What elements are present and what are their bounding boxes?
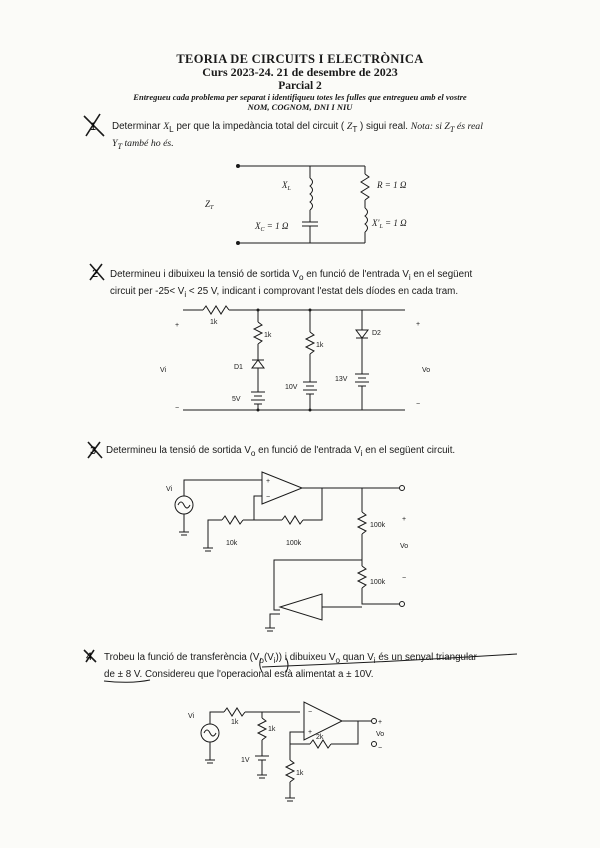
- handwritten-underline-2: [104, 680, 150, 682]
- resistor-1k-divider: [258, 718, 266, 740]
- resistor-10k: [222, 516, 243, 524]
- circuit-4: [188, 702, 384, 801]
- r1-label: 1k: [264, 332, 272, 339]
- vi-label-3: Vi: [166, 486, 173, 493]
- vi-label-4: Vi: [188, 713, 195, 720]
- instructions-line-1: Entregueu cada problema per separat i identifiqueu totes les fulles que entregueu amb el vostre: [133, 92, 467, 102]
- diode-d1: [252, 360, 264, 368]
- vo-label: Vo: [422, 367, 431, 374]
- problem-4-handwritten-cross: [84, 650, 96, 663]
- zt-label: $Z_T$: [205, 199, 214, 211]
- svg-text:3: 3: [90, 445, 97, 457]
- v10-label: 10V: [285, 384, 298, 391]
- problem-1-handwritten-cross: [84, 114, 104, 136]
- d2-label: D2: [372, 330, 381, 337]
- battery-1v: [255, 756, 269, 760]
- vo-label-3: Vo: [400, 543, 409, 550]
- inductor-xl: [310, 178, 313, 210]
- instructions-line-2: NOM, COGNOM, DNI I NIU: [247, 102, 353, 112]
- resistor-r: [361, 174, 369, 200]
- opamp1-minus: −: [266, 494, 271, 501]
- circuit-3: [166, 472, 408, 631]
- resistor-100k-bottom: [358, 566, 366, 588]
- opamp1-plus: +: [266, 478, 271, 485]
- resistor-1k-input: [224, 708, 245, 716]
- v5-label: 5V: [232, 396, 241, 403]
- vi-label: Vi: [160, 367, 167, 374]
- r10k-label: 10k: [226, 540, 238, 547]
- xc-label: $X_C = 1$ Ω: [255, 221, 289, 233]
- course-date: Curs 2023-24. 21 de desembre de 2023: [202, 65, 398, 79]
- circuit-1: [205, 164, 407, 245]
- v1-label: 1V: [241, 757, 250, 764]
- r2k-label: 2k: [316, 734, 324, 741]
- opamp-2: [280, 594, 322, 620]
- resistor-r2: [306, 332, 314, 354]
- xlp-label: $X'_L = 1$ Ω: [372, 218, 407, 230]
- r100k-bottom-label: 100k: [370, 579, 386, 586]
- v13-label: 13V: [335, 376, 348, 383]
- resistor-series-1k: [203, 306, 229, 314]
- resistor-100k-top: [358, 512, 366, 534]
- xl-label: $X_L$: [282, 180, 291, 192]
- problem-2-handwritten-cross: [90, 264, 104, 280]
- plus-label-3: +: [402, 516, 407, 523]
- problem-1-text: Determinar $X_L$ per que la impedància total del circuit ( $Z_T$ ) sigui real. Nota: si $Z_T$ és real $Y_T$ també ho és.: [112, 121, 483, 152]
- vo-label-4: Vo: [376, 731, 385, 738]
- handwritten-underline-1: [262, 654, 517, 667]
- diode-d2: [356, 330, 368, 338]
- resistor-1k-ground: [286, 760, 294, 782]
- minus-label-3: −: [402, 575, 407, 582]
- minus-in: −: [175, 405, 180, 412]
- capacitor-xc: [302, 210, 318, 243]
- battery-5v: [251, 392, 265, 404]
- plus-out: +: [416, 321, 421, 328]
- battery-13v: [355, 374, 369, 386]
- resistor-100k-fb: [282, 516, 303, 524]
- minus-label-4: −: [378, 745, 383, 752]
- resistor-2k: [310, 740, 331, 748]
- problem-2-text: Determineu i dibuixeu la tensió de sortida $V_o$ en funció de l'entrada $V_i$ en el següent circuit per $-25< V_i < 25$ V, indicant i comprovant l'estat dels díodes en cada tram.: [110, 269, 473, 300]
- r100k-label: 100k: [286, 540, 302, 547]
- r2-label: 1k: [316, 342, 324, 349]
- minus-out: −: [416, 401, 421, 408]
- r1k-c-label: 1k: [296, 770, 304, 777]
- exam-subtitle: Parcial 2: [278, 80, 322, 92]
- inductor-xlp: [365, 208, 368, 232]
- problem-4-text: Trobeu la funció de transferència $(V_o(V_i))$ i dibuixeu $V_o$ quan $V_i$ és un senyal triangular de ± 8 V. Considereu que l'operacional està alimentat a ± 10V.: [104, 652, 477, 681]
- exam-title: TEORIA DE CIRCUITS I ELECTRÒNICA: [176, 52, 424, 66]
- d1-label: D1: [234, 364, 243, 371]
- rs-label: 1k: [210, 319, 218, 326]
- svg-text:4: 4: [86, 651, 93, 663]
- circuit-2: [160, 306, 430, 412]
- svg-text:2: 2: [92, 268, 99, 280]
- battery-10v: [303, 382, 317, 394]
- r100k-top-label: 100k: [370, 522, 386, 529]
- r-label: R = 1 Ω: [377, 180, 407, 190]
- problem-3-text: Determineu la tensió de sortida $V_o$ en funció de l'entrada $V_i$ en el següent circuit.: [106, 445, 456, 458]
- r1k-a-label: 1k: [231, 719, 239, 726]
- resistor-r1: [254, 322, 262, 344]
- problem-3-handwritten-cross: [88, 442, 102, 458]
- plus-label-4: +: [378, 719, 383, 726]
- opamp4-minus: −: [308, 709, 313, 716]
- opamp4-plus: +: [308, 729, 313, 736]
- plus-in: +: [175, 322, 180, 329]
- r1k-b-label: 1k: [268, 726, 276, 733]
- handwritten-brackets: [260, 658, 288, 672]
- svg-text:1: 1: [90, 121, 97, 133]
